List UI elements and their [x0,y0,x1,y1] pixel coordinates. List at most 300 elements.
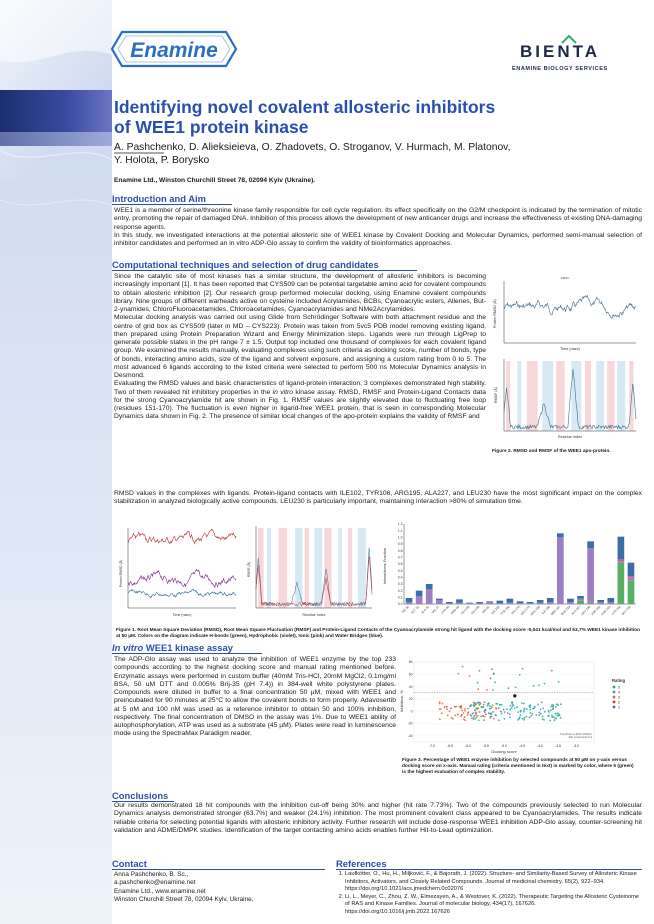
contacts-x-tick-label: GLY 235 [620,604,632,616]
scatter-point [474,702,476,704]
scatter-point [446,708,448,710]
scatter-point [523,711,525,713]
scatter-point [507,712,509,714]
contacts-bar-segment [577,601,584,604]
fig1b-xlabel: Residue Index [302,613,326,617]
intro-text [114,207,642,248]
scatter-point [515,687,517,689]
contacts-bar-segment [466,603,473,604]
scatter-legend-label: 4 [618,690,620,695]
scatter-point [542,708,544,710]
scatter-point [473,712,475,714]
decorative-band [0,90,112,132]
scatter-point [499,704,501,706]
secondary-structure-band [338,528,341,608]
scatter-point [441,712,443,714]
contacts-y-tick-label: 0.7 [397,555,403,560]
contacts-bar-segment [597,600,604,602]
scatter-point [488,703,490,705]
scatter-point [557,704,559,706]
contact-block [114,871,324,904]
contacts-bar-segment [416,591,423,596]
intro-paragraph-1: WEE1 is a member of serine/threonine kinase family responsible for cell cycle regulation. Its effect specifically on the G2/M checkpoint is indicated by the termination of mitotic entry, promoting the repair of damaged DNA. Inhibition of this process allows the development of new anticancer drugs and increase the effectiveness of existing DNA-damaging response agents. [114,207,642,231]
scatter-point [447,715,449,717]
secondary-structure-band [585,361,591,431]
figure-2-caption: Figure 2. RMSD and RMSF of the WEE1 apo-protein. [492,449,611,454]
methods-text [114,273,486,422]
scatter-point [467,708,469,710]
contacts-x-tick-label: TYR 106 [499,604,511,617]
secondary-structure-band [527,361,538,431]
presenter-underline [114,152,164,154]
contacts-bar-segment [456,603,463,604]
intro-paragraph-2: In this study, we investigated interactions at the potential allosteric site of WEE1 kinase by Covalent Docking and Molecular Dynamics, performed semi-manual selection of inhibitor candidates and performed an in vitro ADP-Glo assay to confirm the validity of bioinformatics approaches. [114,231,642,247]
methods-paragraph-3: Evaluating the RMSD values and basic characteristics of ligand-protein interaction, 3 complexes demonstrated high stability. Two of them revealed hit inhibitory properties in the in vitro kinase assay. RMSD, RMSF and Protein-Ligand Contacts data for the strong Cyanoacrylamide hit are shown in Fig. 1. RMSF values are slightly elevated due to fluctuating free loop (residues 151-170). The fluctuation is even higher in ligand-free WEE1 protein, that is seen in corresponding Molecular Dynamics data shown in Fig. 2. The presence of similar local changes of the apo-protein explains the validity of RMSF and [114,380,486,421]
contacts-bar-segment [416,596,423,604]
contacts-bar-segment [577,596,584,599]
contacts-x-tick-label: GLN 219 [559,604,572,617]
contacts-bar-segment [476,603,483,604]
scatter-point [473,716,475,718]
scatter-point [467,714,469,716]
contacts-bar-segment [486,602,493,604]
scatter-x-tick-label: -3.5 [555,744,561,748]
decorative-band-lower [0,132,112,146]
scatter-point [464,708,466,710]
scatter-point [439,718,441,720]
contacts-y-tick-label: 1.0 [397,535,403,540]
authors-line-1: A. Pashchenko, D. Alieksieieva, O. Zhadovets, O. Stroganov, V. Hurmach, M. Platonov, [114,142,511,153]
contacts-y-tick-label: 0.5 [397,568,403,573]
scatter-point [480,716,482,718]
scatter-point [483,719,485,721]
scatter-point [523,703,525,705]
scatter-point [469,675,471,677]
fig1a-ylabel: Protein RMSD (Å) [119,559,123,587]
scatter-point [522,668,524,670]
secondary-structure-band [596,361,604,431]
contacts-bar-segment [628,581,635,604]
scatter-point [516,706,518,708]
scatter-point [554,717,556,719]
scatter-point [457,714,459,716]
scatter-point [473,705,475,707]
scatter-point [451,717,453,719]
scatter-point [483,704,485,706]
fig1b-ylabel: RMSF (Å) [247,561,251,577]
scatter-point [495,703,497,705]
contacts-bar-segment [547,598,554,602]
contacts-bar-segment [628,576,635,577]
scatter-point [556,715,558,717]
scatter-point [471,718,473,720]
scatter-point [498,707,500,709]
secondary-structure-band [556,361,565,431]
scatter-point [442,703,444,705]
scatter-point [524,708,526,710]
scatter-point [475,712,477,714]
scatter-point [555,713,557,715]
scatter-point [543,719,545,721]
scatter-point [476,702,478,704]
contacts-y-tick-label: 0.2 [397,588,403,593]
scatter-y-tick-label: 80 [408,660,413,665]
contacts-bar-segment [607,602,614,604]
enamine-logo-text: Enamine [130,39,218,62]
scatter-point [538,684,540,686]
secondary-structure-band [295,528,302,608]
scatter-point [533,685,535,687]
bienta-subtitle: ENAMINE BIOLOGY SERVICES [512,66,608,72]
scatter-point [511,707,513,709]
scatter-point [509,709,511,711]
scatter-x-tick-label: -6.5 [447,744,453,748]
scatter-point [474,715,476,717]
scatter-x-tick-label: -4.0 [537,744,543,748]
scatter-y-axis-label: Inhibition, % [399,690,404,712]
contacts-y-tick-label: 0.0 [397,602,403,607]
scatter-point [517,719,519,721]
contacts-y-tick-label: 1.1 [397,528,403,533]
methods-paragraph-1: Since the catalytic site of most kinases has a similar structure, the development of allosteric inhibitors is becoming increasingly important [1]. It has been reported that CYS509 can be potential targetable amino acid for covalent compounds to obtain allosteric inhibition [2]. Our research group performed molecular docking, using Enamine covalent compounds library. Nine groups of different warheads active on cysteine included Acrylamides, BCBs, Cyanoacrylic esters, Allenes, But-2-ynamides, ChloroFluoroacetamides, Chloroacetamides, Cyanoacrylamides and NMe2Acrylamides. [114,273,486,313]
contacts-x-tick-label: GLU 58 [460,604,471,616]
secondary-structure-band [607,361,614,431]
secondary-structure-band [314,528,322,608]
scatter-point [555,706,557,708]
scatter-point [554,719,556,721]
scatter-point [477,682,479,684]
figure-3-caption: Figure 3. Percentage of WEE1 enzyme inhibition by selected compounds at 50 µM on y-axis versus docking score on x-axis. Manual rating (criteria mentioned in text) is marked by color, where 5 (green) is the highest evaluation of complex stability. [402,758,634,775]
scatter-point [537,704,539,706]
poster-title [114,97,534,137]
scatter-legend-label: 5 [618,685,620,690]
scatter-point [461,710,463,712]
scatter-point [541,702,543,704]
scatter-point [504,718,506,720]
scatter-point [462,666,464,668]
scatter-legend-label: 1 [618,705,620,710]
contacts-bar-segment [577,599,584,601]
figure-1-caption: Figure 1. Root Mean Square Deviation (RMSD), Root Mean Square Fluctuation (RMSF) and Protein-Ligand Contacts of the Cyanoacrylamide strong hit ligand with the docking score -5,041 kcal/mol and 63,7% WEE1 kinase inhibition at 50 µM. Colors on the diagram indicate H-bonds (green), Hydrophobic (violet), Ionic (pink) and Water Bridges (blue). [116,628,640,639]
scatter-point [520,714,522,716]
scatter-point [458,673,460,675]
secondary-structure-band [305,528,309,608]
contacts-y-tick-label: 0.1 [397,595,403,600]
contacts-x-tick-label: ALA 32 [420,604,430,615]
contacts-x-tick-label: HIS 61 [481,604,491,615]
scatter-point [536,714,538,716]
scatter-point [551,715,553,717]
scatter-point [540,713,542,715]
contacts-y-tick-label: 0.3 [397,582,403,587]
scatter-point [558,715,560,717]
contacts-bar-segment [466,603,473,604]
contacts-bar-segment [436,599,443,600]
affiliation: Enamine Ltd., Winston Churchill Street 78, 02094 Kyiv (Ukraine). [114,177,316,184]
scatter-point [542,716,544,718]
scatter-point [484,716,486,718]
scatter-point [463,712,465,714]
scatter-point [477,688,479,690]
scatter-point [501,704,503,706]
scatter-legend-marker [613,701,616,704]
contacts-bar-segment [517,601,524,603]
scatter-point [529,709,531,711]
figure-1-rmsd-chart [116,522,240,620]
scatter-point [476,708,478,710]
scatter-point [538,714,540,716]
contacts-x-tick-label: ILE 196 [540,604,551,616]
scatter-point [511,706,513,708]
scatter-point [550,706,552,708]
contacts-bar-segment [496,603,503,604]
scatter-reference-point [513,694,516,697]
contacts-x-tick-label: SER 197 [549,604,562,617]
figure-3-scatter-chart [398,656,644,756]
scatter-point [449,710,451,712]
secondary-structure-band [358,528,366,608]
scatter-point [478,720,480,722]
scatter-point [517,711,519,713]
contacts-bar-segment [557,533,564,537]
contacts-x-tick-label: VAL 37 [430,604,441,615]
scatter-point [459,706,461,708]
scatter-point [548,710,550,712]
contacts-x-tick-label: ASN 233 [600,604,612,617]
scatter-point [483,706,485,708]
contacts-bar-segment [628,577,635,580]
scatter-point [478,704,480,706]
contacts-bar-segment [607,598,614,602]
methods-paragraph-4: RMSD values in the complexes with ligands. Protein-ligand contacts with ILE102, TYR106, ARG195, ALA227, and LEU230 have the most significant impact on the complex stabilization in analyzed biologically active compounds. LEU230 is particularly important, maintaining interaction >80% of simulation time. [114,490,642,506]
scatter-point [444,706,446,708]
assay-text: The ADP-Glo assay was used to analyze the inhibition of WEE1 enzyme by the top 233 compounds according to the highest docking score and manual rating mentioned before. Enzymatic assays were performed in custom buffer (40mM Tris-HCl, 20mM MgCl2, 0.1mg/ml BSA, 50 uM DTT and 0.005% Brij-35 (pH 7.4)) in 384-well white polystyrene plates. Compounds were diluted in buffer to a final concentration 50 µM, mixed with WEE1 and preincubated for 90 minutes at 25°C to allow the covalent bonds to form properly. Adavosertib at 5 nM and 100 nM was used as a reference inhibitor to obtain 50 and 100% inhibition, respectively. The final concentration of DMSO in the assay was 1%. Due to WEE1 ability of autophosphorylation, ATP was used as a substrate (45 µM). Plates were read in luminescence mode using the SpectraMax Paradigm reader. [114,656,396,738]
scatter-point [485,714,487,716]
scatter-point [479,711,481,713]
scatter-point [529,717,531,719]
contacts-x-tick-label: GLY 31 [410,604,420,615]
contacts-bar-segment [446,603,453,604]
scatter-point [477,715,479,717]
section-heading-methods: Computational techniques and selection of drug candidates [112,259,379,270]
scatter-point [469,714,471,716]
contacts-bar-segment [618,537,625,560]
scatter-point [509,705,511,707]
contacts-bar-segment [446,602,453,603]
contacts-bar-segment [567,602,574,604]
contacts-bar-segment [436,600,443,604]
scatter-point [503,709,505,711]
scatter-point [500,711,502,713]
scatter-annotation: Ref. compounds 0.3 [568,736,592,739]
contacts-bar-segment [628,563,635,576]
contacts-y-tick-label: 0.9 [397,542,403,547]
methods-paragraph-2: Molecular docking analysis was carried out using Glide from Schrödinger Software with both attachment residue and the centre of grid box as CYS509 (later in MD – CYS223). Protein was taken from 5vc5 PDB model removing existing ligand, then prepared using Protein Preparation Wizard and Energy Minimization steps. Ligands were run through LigPrep to generate possible states in the pH range 7 ± 1.5. Output top included one thousand of complexes for each covalent ligand group. We examined the results manually, evaluating complexes using such criteria as docking score, number of bonds, type of bonds, interacting amino acids, size of the ligand and solvent exposure, and assigning a custom rating from 0 to 5. The most advanced 6 ligands according to the listed criteria were selected to perform 500 ns Molecular Dynamics analysis in Desmond. [114,314,486,379]
scatter-point [491,668,493,670]
scatter-point [560,703,562,705]
scatter-point [495,707,497,709]
contacts-bar-segment [618,563,625,604]
scatter-point [467,712,469,714]
scatter-point [488,712,490,714]
fig2b-xlabel: Residue Index [557,435,583,439]
fig2a-xlabel: Time (nsec) [560,347,580,351]
scatter-point [540,709,542,711]
contacts-x-tick-label: LEU 173 [519,604,531,616]
contacts-y-tick-label: 0.8 [397,548,403,553]
svg-text:RMSD: RMSD [560,276,570,280]
title-line-2: of WEE1 protein kinase [114,117,309,137]
scatter-point [495,714,497,716]
contacts-bar-segment [537,600,544,603]
scatter-point [532,708,534,710]
figure-1-rmsf-chart [244,522,376,620]
scatter-point [486,689,488,691]
section-heading-contact: Contact [112,858,147,869]
contacts-x-tick-label: LEU 230 [580,604,592,616]
scatter-legend-label: 3 [618,695,620,700]
scatter-point [493,718,495,720]
scatter-point [552,706,554,708]
secondary-structure-band [324,528,331,608]
scatter-point [454,706,456,708]
scatter-point [461,714,463,716]
scatter-point [530,712,532,714]
scatter-point [450,708,452,710]
contacts-x-tick-label: ARG 49 [449,604,461,616]
contact-company-link[interactable]: Enamine Ltd., www.enamine.net [114,887,206,895]
section-heading-assay: In vitro WEE1 kinase assay [112,642,233,653]
contacts-bar-segment [406,602,413,604]
contact-name: Anna Pashchenko, B. Sc., [114,871,189,878]
scatter-point [560,717,562,719]
scatter-x-axis-label: Docking score [491,749,517,754]
scatter-point [498,719,500,721]
secondary-structure-band [617,361,625,431]
contacts-y-tick-label: 1.2 [397,522,403,527]
scatter-legend-marker [613,691,616,694]
contacts-x-tick-label: HIS 170 [510,604,521,616]
scatter-legend-marker [613,696,616,699]
scatter-y-tick-label: 0 [410,709,413,714]
scatter-x-tick-label: -6.0 [465,744,471,748]
scatter-point [479,670,481,672]
scatter-point [478,707,480,709]
scatter-legend-marker [613,706,616,709]
scatter-legend-label: 2 [618,700,620,705]
section-underline-assay [112,653,262,654]
scatter-point [446,706,448,708]
scatter-point [492,689,494,691]
secondary-structure-band [517,361,521,431]
fig1a-xlabel: Time (nsec) [172,613,192,617]
section-heading-conclusions: Conclusions [112,790,169,801]
scatter-point [481,706,483,708]
scatter-point [476,716,478,718]
contacts-x-tick-label: LYS 40 [440,604,451,615]
contacts-x-tick-label: ILE 30 [400,604,410,614]
scatter-point [464,710,466,712]
contacts-bar-segment [456,599,463,602]
contact-email-link[interactable]: a.pashchenko@enamine.net [114,879,196,887]
scatter-point [508,687,510,689]
scatter-point [529,706,531,708]
contacts-x-tick-label: LYS 234 [610,604,622,616]
figure-2-rmsf-chart [490,355,640,441]
scatter-point [489,705,491,707]
contact-address: Winston Churchill Street 78, 02094 Kyiv, Ukraine. [114,895,254,903]
fig2a-ylabel: Protein RMSD (Å) [493,299,497,328]
contacts-bar-segment [587,541,594,548]
contacts-bar-segment [507,599,514,603]
contacts-bar-segment [517,603,524,604]
scatter-point [544,711,546,713]
scatter-legend-marker [613,686,616,689]
secondary-structure-band [267,528,271,608]
scatter-point [469,706,471,708]
scatter-point [490,713,492,715]
contacts-x-tick-label: GLU 59 [470,604,481,616]
scatter-point [473,718,475,720]
scatter-point [484,701,486,703]
scatter-point [474,718,476,720]
scatter-point [523,719,525,721]
scatter-point [514,707,516,709]
scatter-point [531,713,533,715]
scatter-point [504,711,506,713]
scatter-point [551,670,553,672]
scatter-x-tick-label: -5.5 [483,744,489,748]
scatter-point [464,716,466,718]
contacts-y-tick-label: 0.6 [397,562,403,567]
contacts-bar-segment [587,548,594,603]
scatter-point [484,710,486,712]
scatter-point [509,716,511,718]
scatter-y-tick-label: 60 [408,672,413,677]
scatter-point [509,713,511,715]
scatter-point [506,708,508,710]
section-heading-references: References [336,858,387,869]
scatter-plot-area [414,662,594,742]
contacts-bar-segment [547,602,554,604]
scatter-point [526,708,528,710]
scatter-point [549,720,551,722]
contacts-bar-segment [507,603,514,604]
contacts-x-tick-label: ARG 195 [529,604,541,617]
scatter-x-tick-label: -7.0 [429,744,435,748]
section-underline-intro [112,204,232,205]
scatter-point [552,708,554,710]
title-line-1: Identifying novel covalent allosteric inhibitors [114,97,496,117]
scatter-point [474,710,476,712]
scatter-y-tick-label: 40 [408,684,413,689]
scatter-point [520,711,522,713]
scatter-point [544,683,546,685]
contacts-bar-segment [527,603,534,604]
scatter-y-tick-label: -20 [407,721,413,726]
contacts-x-tick-label: ASP 232 [590,604,602,617]
contacts-bar-segment [476,602,483,603]
scatter-point [525,716,527,718]
scatter-legend-title: Rating [612,678,626,683]
scatter-point [538,712,540,714]
fig2b-ylabel: RMSF (Å) [494,387,498,403]
scatter-y-tick-label: 20 [408,697,413,702]
figure-2-rmsd-chart [490,273,640,353]
section-underline-methods [112,270,417,271]
scatter-point [439,701,441,703]
contacts-bar-segment [496,601,503,604]
